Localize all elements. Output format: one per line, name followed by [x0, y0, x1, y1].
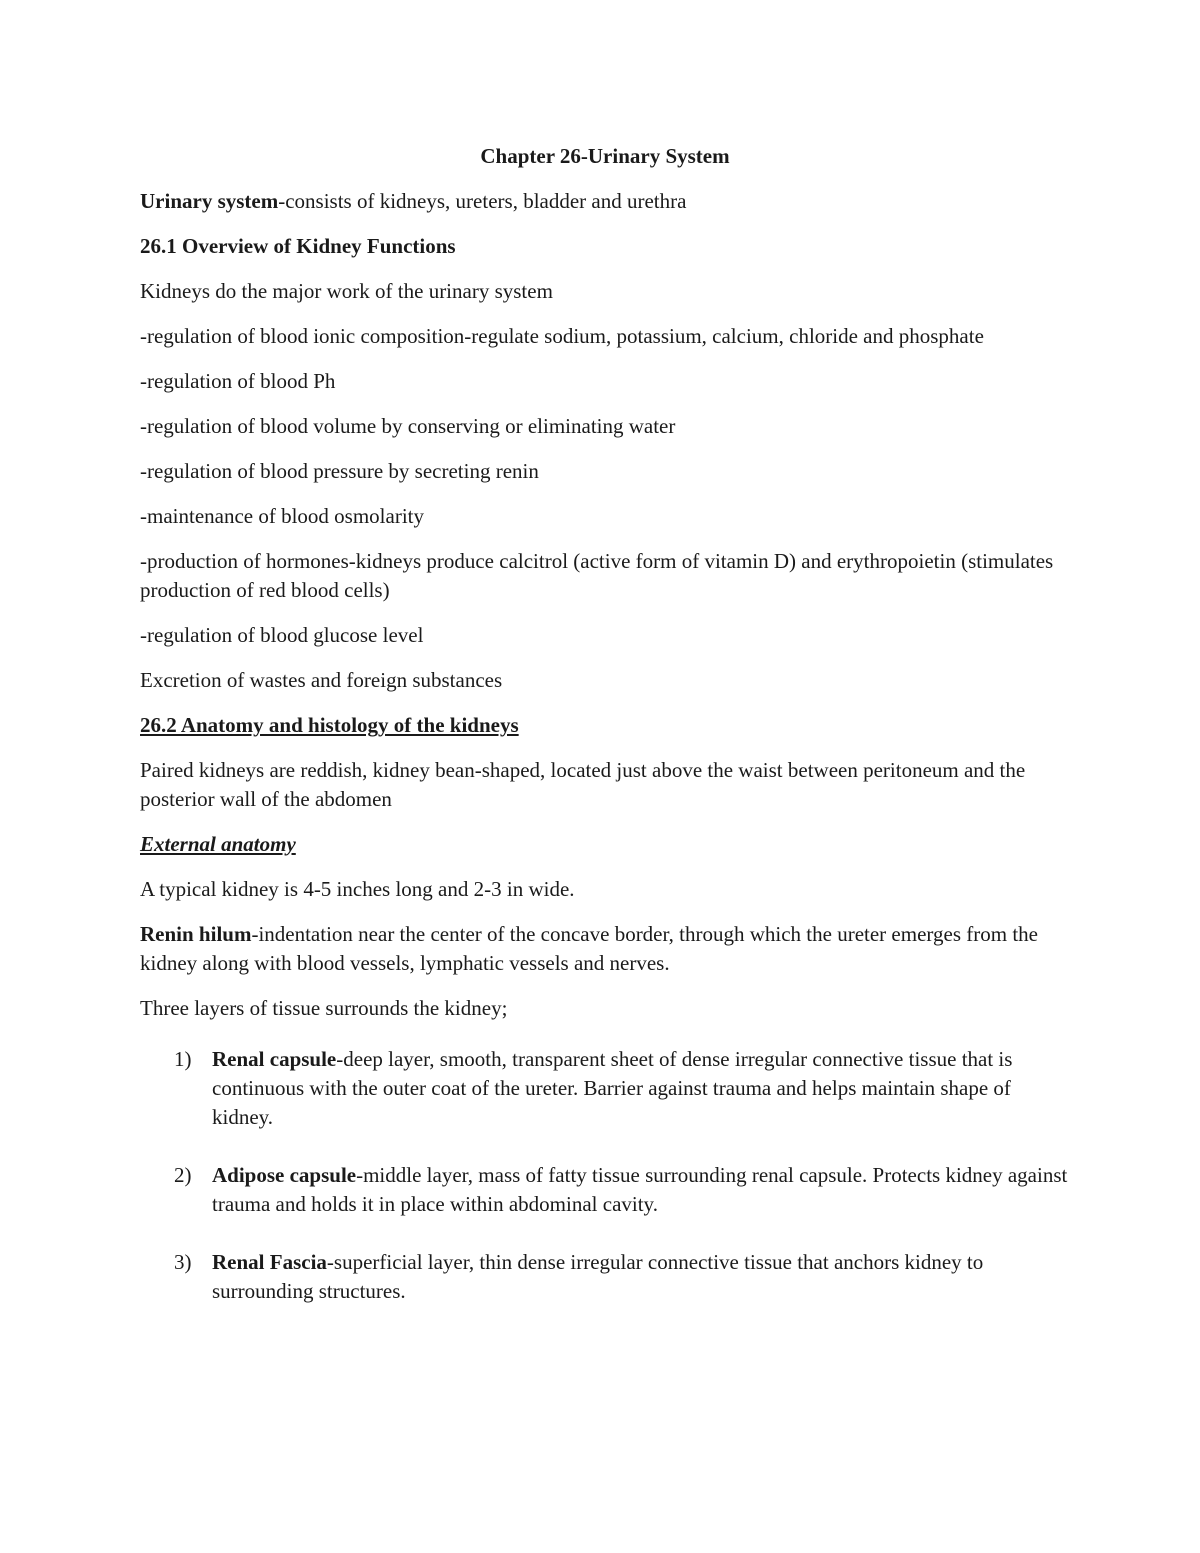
page-title: Chapter 26-Urinary System [480, 144, 730, 168]
function-item: -regulation of blood volume by conserving or eliminating water [140, 414, 676, 438]
function-item: -regulation of blood Ph [140, 369, 336, 393]
function-item: Excretion of wastes and foreign substances [140, 668, 503, 692]
function-item: -regulation of blood pressure by secreting renin [140, 459, 539, 483]
layer-term: Adipose capsule [212, 1163, 357, 1187]
document-page [140, 142, 1070, 1335]
function-item: -production of hormones-kidneys produce calcitrol (active form of vitamin D) and erythropoietin (stimulates production of red blood cells) [140, 549, 1054, 602]
intro-term: Urinary system [140, 189, 279, 213]
layers-list [140, 1045, 1070, 1306]
external-anatomy-subheading: External anatomy [140, 832, 296, 856]
layer-text: -deep layer, smooth, transparent sheet of dense irregular connective tissue that is continuous with the outer coat of the ureter. Barrier against trauma and helps maintain shape of kidney. [212, 1047, 1013, 1129]
list-number: 1) [174, 1047, 192, 1071]
list-item [140, 1161, 1070, 1219]
list-number: 2) [174, 1163, 192, 1187]
intro-text: -consists of kidneys, ureters, bladder and urethra [278, 189, 687, 213]
intro-paragraph [140, 187, 1070, 216]
layers-intro: Three layers of tissue surrounds the kidney; [140, 996, 508, 1020]
section2-heading: 26.2 Anatomy and histology of the kidneys [140, 713, 519, 737]
function-item: -regulation of blood ionic composition-regulate sodium, potassium, calcium, chloride and phosphate [140, 324, 984, 348]
list-number: 3) [174, 1250, 192, 1274]
list-item [140, 1248, 1070, 1306]
function-item: -regulation of blood glucose level [140, 623, 424, 647]
hilum-text: -indentation near the center of the concave border, through which the ureter emerges from the kidney along with blood vessels, lymphatic vessels and nerves. [140, 922, 1038, 975]
section1-lead: Kidneys do the major work of the urinary system [140, 279, 553, 303]
kidney-size-text: A typical kidney is 4-5 inches long and 2-3 in wide. [140, 877, 575, 901]
layer-text: -middle layer, mass of fatty tissue surrounding renal capsule. Protects kidney against trauma and holds it in place within abdominal cavity. [212, 1163, 1068, 1216]
layer-term: Renal capsule [212, 1047, 337, 1071]
section1-heading: 26.1 Overview of Kidney Functions [140, 234, 456, 258]
layer-text: -superficial layer, thin dense irregular connective tissue that anchors kidney to surrounding structures. [212, 1250, 984, 1303]
hilum-paragraph [140, 920, 1070, 978]
section2-description: Paired kidneys are reddish, kidney bean-shaped, located just above the waist between peritoneum and the posterior wall of the abdomen [140, 758, 1026, 811]
layer-term: Renal Fascia [212, 1250, 327, 1274]
hilum-term: Renin hilum [140, 922, 252, 946]
function-item: -maintenance of blood osmolarity [140, 504, 425, 528]
list-item [140, 1045, 1070, 1132]
